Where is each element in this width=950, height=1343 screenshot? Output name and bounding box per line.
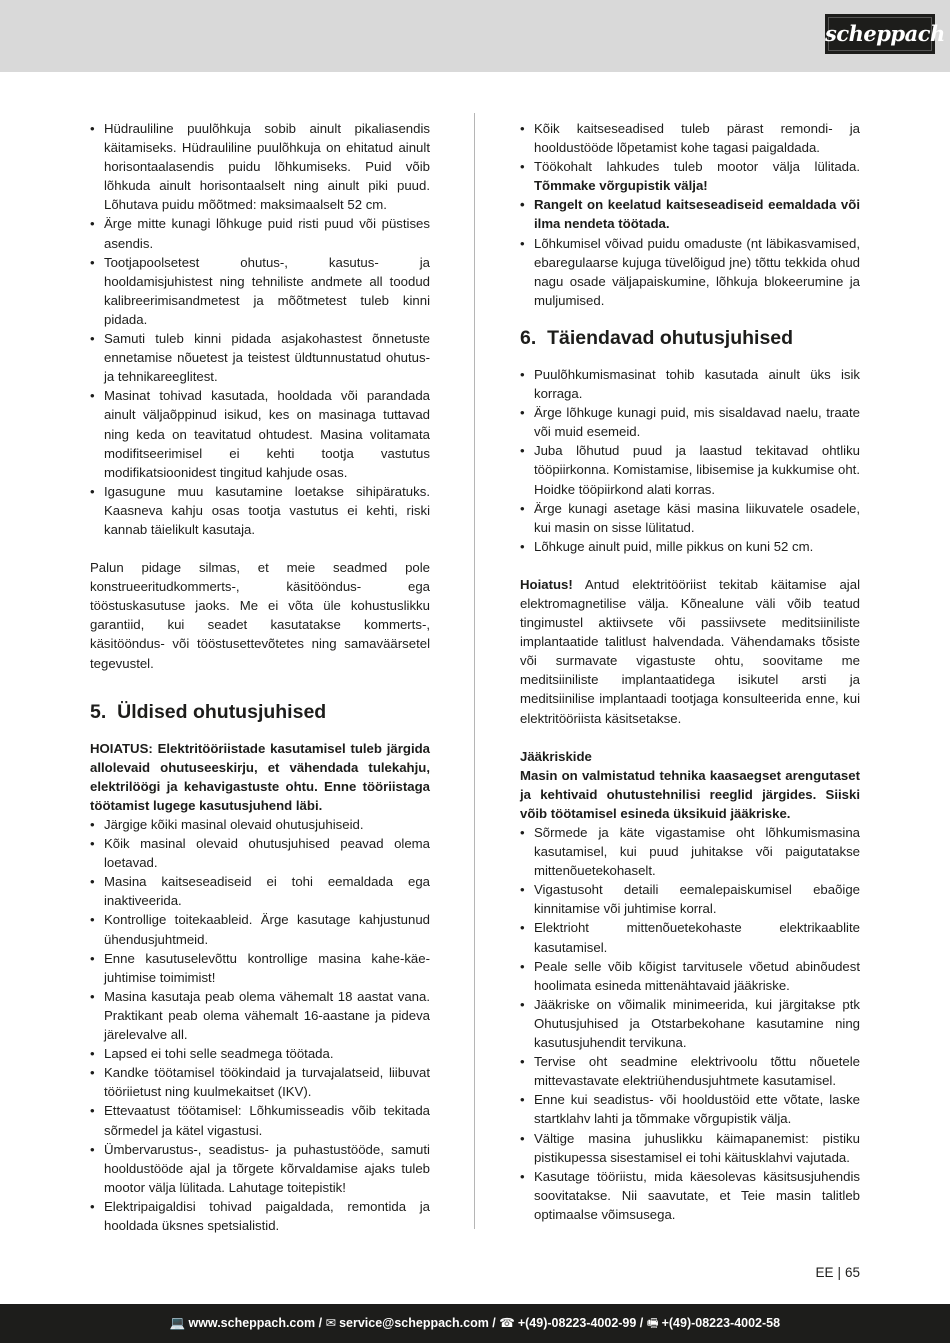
list-item: • Järgige kõiki masinal olevaid ohutusjuhiseid. [90, 815, 430, 834]
list-item: • Vältige masina juhuslikku käimapanemist: pistiku pistikupessa sisestamisel ei tohi käitusklahvi vajutada. [520, 1129, 860, 1167]
list-item: • Jääkriske on võimalik minimeerida, kui järgitakse ptk Ohutusjuhised ja Otstarbekohane kasutamine ning kasutusjuhendit tervikuna. [520, 995, 860, 1052]
computer-icon: 💻 [169, 1316, 186, 1330]
list-item: • Ärge lõhkuge kunagi puid, mis sisaldavad naelu, traate või muid esemeid. [520, 403, 860, 441]
section-number: 6. [520, 326, 537, 349]
section-number: 5. [90, 700, 107, 723]
page-number-value: 65 [844, 1265, 860, 1280]
list-item: • Puulõhkumismasinat tohib kasutada ainult üks isik korraga. [520, 365, 860, 403]
list-item: • Kõik masinal olevaid ohutusjuhised peavad olema loetavad. [90, 834, 430, 872]
list-item: • Tervise oht seadmine elektrivoolu tõttu nõuetele mittevastavate elektriühendusjuhtmete kasutamisel. [520, 1052, 860, 1090]
list-item-bold-text: Tõmmake võrgupistik välja! [534, 178, 708, 194]
list-item: • Peale selle võib kõigist tarvitusele võetud abinõudest hoolimata esineda mittenähtavaid jääkriske. [520, 957, 860, 995]
list-item: • Kasutage tööriistu, mida käesolevas käsitsusjuhendis soovitatakse. Nii saavutate, et Teie masin talitleb optimaalse võimsusega. [520, 1167, 860, 1224]
list-item: • Masina kaitseseadiseid ei tohi eemaldada ega inaktiveerida. [90, 872, 430, 910]
list-item: • Tootjapoolsetest ohutus-, kasutus- ja hooldamisjuhistest ning tehniliste andmete all toodud kalibreerimisandmetest ja mõõtmetest tuleb kinni pidada. [90, 253, 430, 329]
header-bar [0, 0, 950, 72]
list-item: • Rangelt on keelatud kaitseseadiseid eemaldada või ilma nendeta töötada. [520, 195, 860, 233]
list-item: • Elektripaigaldisi tohivad paigaldada, remontida ja hooldada üksnes spetsialistid. [90, 1197, 430, 1235]
commercial-use-note: Palun pidage silmas, et meie seadmed pole konstrueeritudkommerts-, käsitööndus- ega tööstuskasutuse jaoks. Me ei võta üle kohustuslikku garantiid, kui seadet kasutatakse kommerts-, käsitööndus- või tööstusettevõtetes ning samaväärsetel tegevustel. [90, 560, 430, 671]
list-item: • Kontrollige toitekaableid. Ärge kasutage kahjustunud ühendusjuhtmeid. [90, 910, 430, 948]
guard-list [520, 119, 860, 310]
warning-text: Antud elektritööriist tekitab käitamise ajal elektromagnetilise välja. Kõnealune väli võib teatud tingimustel aktiivsete või passiivsete meditsiiniliste implantaatide talitlust halvendada. Vähendamaks tõsiste või surmavate vigastuste ohtu, soovitame me meditsiiniliste implantaatidega isikutel arsti ja meditsiinilise implantaadi tootjaga konsulteerida enne, kui elektritööriista käsitsetakse. [520, 576, 860, 726]
contact-footer [0, 1304, 950, 1343]
list-item: • Elektrioht mittenõuetekohaste elektrikaablite kasutamisel. [520, 918, 860, 956]
list-item: • Enne kasutuselevõttu kontrollige masina kahe-käe-juhtimise toimimist! [90, 949, 430, 987]
list-item: • Igasugune muu kasutamine loetakse sihipäratuks. Kaasneva kahju osas tootja vastutus ei kehti, riski kannab täielikult kasutaja. [90, 482, 430, 539]
intended-use-list [90, 119, 430, 539]
fax-number: +(49)-08223-4002-58 [661, 1316, 781, 1330]
website-link[interactable]: www.scheppach.com / [188, 1316, 323, 1330]
phone-number: +(49)-08223-4002-99 / [517, 1316, 644, 1330]
list-item: • Ärge mitte kunagi lõhkuge puid risti puud või püstises asendis. [90, 214, 430, 252]
emf-warning [520, 575, 860, 728]
warning-paragraph: HOIATUS: Elektritööriistade kasutamisel tuleb järgida allolevaid ohutuseeskirju, et vähendada tulekahju, elektrilöögi ja kehavigastuste ohtu. Enne tööriistaga töötamist lugege kasutusjuhend läbi. [90, 740, 430, 813]
list-item: • Lõhkumisel võivad puidu omaduste (nt läbikasvamised, ebaregulaarse kujuga tüvelõigud jne) tõttu tekkida ohud nagu osade väljapaiskumine, lõhkuja blokeerumine ja muljumised. [520, 234, 860, 310]
list-item: • Vigastusoht detaili eemalepaiskumisel ebaõige kinnitamise või juhtimise korral. [520, 880, 860, 918]
page-number [815, 1265, 860, 1280]
list-item-text: Töökohalt lahkudes tuleb mootor välja lülitada. [534, 159, 860, 175]
list-item: • Masinat tohivad kasutada, hooldada või parandada ainult väljaõppinud isikud, kes on masinaga tuttavad ning keda on teavitatud ohtudest. Masina volitamata modifitseerimisel ei kehti tootja vastutus modifikatsioonidest tingitud kahjude osas. [90, 386, 430, 481]
list-item: • Lapsed ei tohi selle seadmega töötada. [90, 1044, 430, 1063]
fax-icon: 🖷 [646, 1316, 659, 1330]
list-item [520, 157, 860, 195]
phone-icon: ☎ [499, 1316, 515, 1330]
email-link[interactable]: service@scheppach.com / [339, 1316, 496, 1330]
left-column [90, 119, 430, 1235]
list-item: • Samuti tuleb kinni pidada asjakohastest õnnetuste ennetamise nõuetest ja teistest üldtunnustatud ohutus- ja tehnikareeglitest. [90, 329, 430, 386]
additional-safety-list [520, 365, 860, 556]
page-separator: | [837, 1265, 841, 1280]
section-5-heading [90, 700, 430, 724]
mail-icon: ✉ [325, 1316, 337, 1330]
language-code: EE [815, 1265, 834, 1280]
residual-risks-heading: Jääkriskide [520, 748, 592, 764]
right-column [520, 119, 860, 1224]
list-item: • Ümbervarustus-, seadistus- ja puhastustööde, samuti hooldustööde ajal ja tõrgete kõrvaldamise ajaks tuleb mootor välja lülitada. Lahutage toitepistik! [90, 1140, 430, 1197]
section-title: Täiendavad ohutusjuhised [547, 326, 794, 349]
column-divider [474, 113, 475, 1229]
list-item: • Kandke töötamisel töökindaid ja turvajalatseid, liibuvat tööriietust ning kuulmekaitset (IKV). [90, 1063, 430, 1101]
list-item: • Ärge kunagi asetage käsi masina liikuvatele osadele, kui masin on sisse lülitatud. [520, 499, 860, 537]
list-item: • Ettevaatust töötamisel: Lõhkumisseadis võib tekitada sõrmedel ja kätel vigastusi. [90, 1101, 430, 1139]
list-item: • Juba lõhutud puud ja laastud tekitavad ohtliku tööpiirkonna. Komistamise, libisemise ja kukkumise oht. Hoidke tööpiirkond alati korras. [520, 441, 860, 498]
scheppach-logo: scheppach [825, 14, 935, 54]
section-6-heading [520, 326, 860, 350]
list-item: • Sõrmede ja käte vigastamise oht lõhkumismasina kasutamisel, kui puud juhitakse või paigutatakse mittenõuetekohaselt. [520, 823, 860, 880]
residual-risks-intro: Masin on valmistatud tehnika kaasaegset arengutaset ja kehtivaid ohutustehnilisi reeglid järgides. Siiski võib töötamisel esineda üksikuid jääkriske. [520, 767, 860, 821]
list-item: • Enne kui seadistus- või hooldustöid ette võtate, laske startklahv lahti ja tõmmake võrgupistik välja. [520, 1090, 860, 1128]
warning-label: Hoiatus! [520, 576, 573, 592]
list-item: • Hüdrauliline puulõhkuja sobib ainult pikaliasendis käitamiseks. Hüdrauliline puulõhkuja on ehitatud ainult horisontaalasendis puidu lõhkumiseks. Puid võib lõhkuda ainult horisontaalselt ning ainult piki puud. Lõhutava puidu mõõtmed: maksimaalselt 52 cm. [90, 119, 430, 214]
list-item: • Lõhkuge ainult puid, mille pikkus on kuni 52 cm. [520, 537, 860, 556]
list-item: • Masina kasutaja peab olema vähemalt 18 aastat vana. Praktikant peab olema vähemalt 16-aastane ja pideva järelevalve all. [90, 987, 430, 1044]
list-item: • Kõik kaitseseadised tuleb pärast remondi- ja hooldustööde lõpetamist kohe tagasi paigaldada. [520, 119, 860, 157]
general-safety-list [90, 815, 430, 1235]
section-title: Üldised ohutusjuhised [117, 700, 327, 723]
residual-risks-list [520, 823, 860, 1224]
